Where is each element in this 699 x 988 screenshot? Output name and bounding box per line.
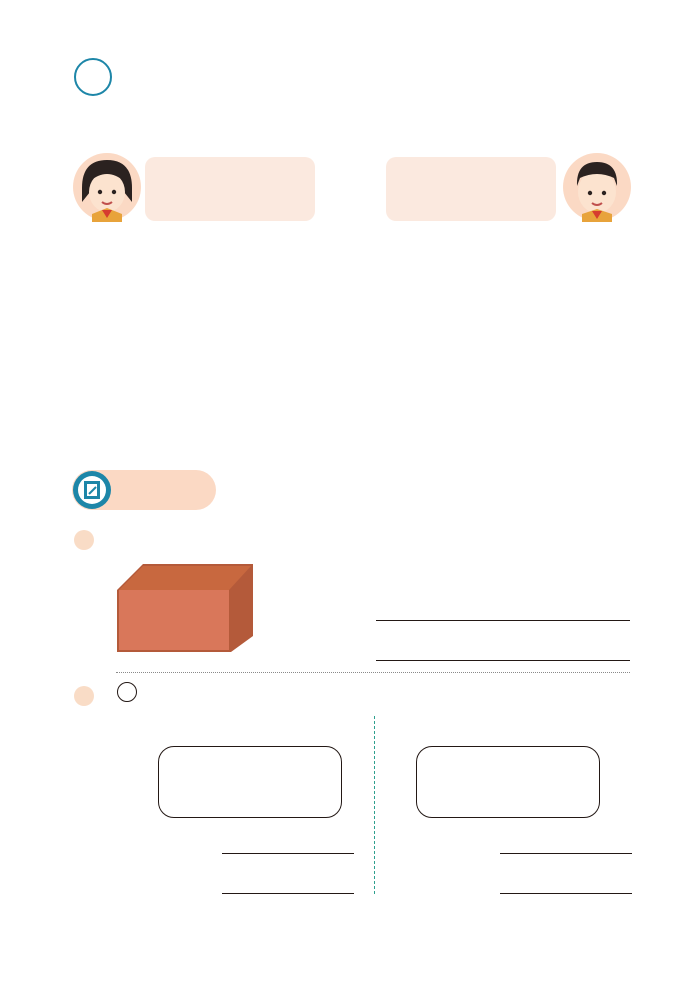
practice-q2-part2-add-line[interactable]: [500, 853, 632, 854]
drawing-box-1[interactable]: [158, 746, 342, 818]
boy-speech-bubble: [386, 157, 556, 221]
example-number-badge: [74, 58, 112, 96]
practice-q2-part1-add-line[interactable]: [222, 853, 354, 854]
practice-q2-part2-mul-line[interactable]: [500, 893, 632, 894]
practice-q2-badge: [74, 686, 94, 706]
dot-grid-top: [383, 54, 515, 132]
boy-avatar: [562, 152, 632, 222]
drawing-box-2[interactable]: [416, 746, 600, 818]
vertical-divider: [374, 716, 375, 894]
practice-q1-badge: [74, 530, 94, 550]
practice-q2-part1-mul-line[interactable]: [222, 893, 354, 894]
practice-q2-question: [116, 682, 138, 704]
practice-icon: [72, 470, 112, 510]
practice-q1-mul-answer-line[interactable]: [376, 660, 630, 661]
dot-grid-rows: [414, 240, 534, 324]
section-divider: [116, 672, 630, 673]
girl-avatar: [72, 152, 142, 222]
dot-grid-columns: [169, 238, 291, 324]
girl-speech-bubble: [145, 157, 315, 221]
cake-tray-image: [113, 560, 257, 654]
circle-symbol-icon: [117, 682, 137, 702]
practice-q1-add-answer-line[interactable]: [376, 620, 630, 621]
